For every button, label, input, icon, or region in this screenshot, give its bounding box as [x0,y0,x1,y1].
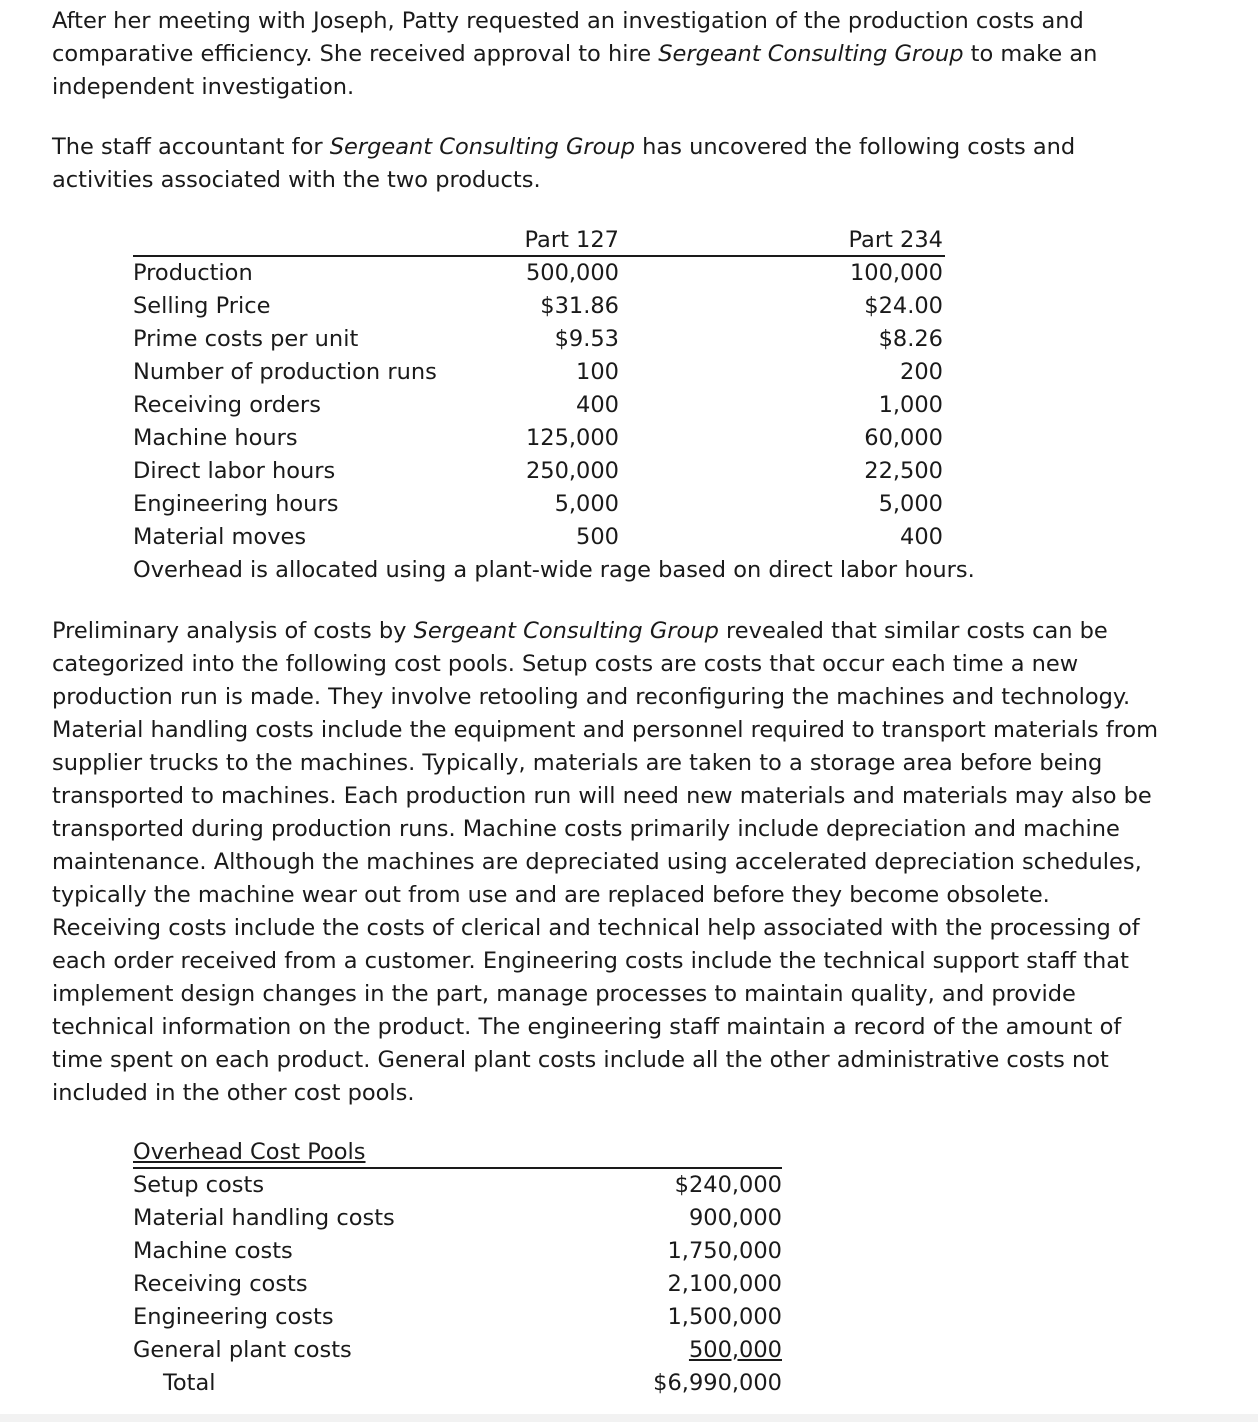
row-label: Engineering hours [133,491,339,517]
table-note-row [133,554,975,587]
intro-line-3: independent investigation. [52,74,355,100]
part-127-value: 5,000 [554,491,619,517]
table-row [133,257,945,290]
row-label: Production [133,260,253,286]
part-127-value: $9.53 [554,326,619,352]
company-name: Sergeant Consulting Group [658,41,964,67]
total-value: $6,990,000 [653,1370,782,1396]
pool-row [133,1235,782,1268]
total-label: Total [163,1370,216,1396]
part-234-value: 22,500 [864,458,943,484]
part-127-value: 500 [576,524,619,550]
pool-row [133,1169,782,1202]
overhead-allocation-note: Overhead is allocated using a plant-wide rage based on direct labor hours. [133,557,975,583]
pools-header-label: Overhead Cost Pools [133,1139,366,1165]
table-row [133,356,945,389]
intro-line-1: After her meeting with Joseph, Patty requested an investigation of the production costs and [52,8,1084,34]
table-row [133,323,945,356]
analysis-line: Material handling costs include the equipment and personnel required to transport materials from [52,717,1159,743]
analysis-line: typically the machine wear out from use and are replaced before they become obsolete. [52,882,1050,908]
row-label: Receiving orders [133,392,321,418]
pool-value: 900,000 [688,1205,782,1231]
pool-row [133,1334,782,1367]
pool-value: 1,750,000 [667,1238,782,1264]
part-234-value: 200 [900,359,943,385]
analysis-line: maintenance. Although the machines are depreciated using accelerated depreciation schedules, [52,849,1142,875]
analysis-line: production run is made. They involve retooling and reconfiguring the machines and technology. [52,684,1131,710]
part-234-value: 100,000 [849,260,943,286]
pool-label: Machine costs [133,1238,293,1264]
part-127-value: $31.86 [540,293,619,319]
staff-accountant-paragraph [52,131,1152,197]
analysis-line: time spent on each product. General plant costs include all the other administrative costs not [52,1047,1109,1073]
part-127-value: 500,000 [525,260,619,286]
pool-label: Receiving costs [133,1271,308,1297]
pool-label: General plant costs [133,1337,352,1363]
analysis-line: Receiving costs include the costs of clerical and technical help associated with the processing of [52,915,1140,941]
analysis-line: transported to machines. Each production run will need new materials and materials may also be [52,783,1152,809]
part-127-value: 400 [576,392,619,418]
page-bottom-edge [0,1414,1258,1422]
company-name: Sergeant Consulting Group [329,134,635,160]
part-234-value: 5,000 [878,491,943,517]
pool-label: Engineering costs [133,1304,334,1330]
pool-value: $240,000 [674,1172,782,1198]
product-data-table [133,224,975,587]
row-label: Machine hours [133,425,298,451]
analysis-line: included in the other cost pools. [52,1080,415,1106]
intro-paragraph [52,5,1152,104]
row-label: Prime costs per unit [133,326,359,352]
analysis-line: supplier trucks to the machines. Typically, materials are taken to a storage area before being [52,750,1103,776]
analysis-line: categorized into the following cost pools. Setup costs are costs that occur each time a new [52,651,1079,677]
part-234-value: $24.00 [864,293,943,319]
intro-line-2: comparative efficiency. She received approval to hire Sergeant Consulting Group to make an [52,41,1098,67]
part-234-value: 1,000 [878,392,943,418]
pool-label: Setup costs [133,1172,265,1198]
pool-label: Material handling costs [133,1205,395,1231]
overhead-cost-pools-table [133,1136,782,1400]
pool-value: 1,500,000 [667,1304,782,1330]
row-label: Direct labor hours [133,458,336,484]
analysis-paragraph [52,615,1159,1110]
pool-value: 500,000 [688,1337,782,1363]
column-header-part-127: Part 127 [524,227,619,253]
table-row [133,290,945,323]
staff-line-2: activities associated with the two products. [52,167,541,193]
pool-row [133,1301,782,1334]
table-row [133,521,945,554]
row-label: Material moves [133,524,307,550]
analysis-line: transported during production runs. Machine costs primarily include depreciation and machine [52,816,1120,842]
table-row [133,488,945,521]
pool-total-row [133,1367,782,1400]
row-label: Number of production runs [133,359,437,385]
analysis-line: implement design changes in the part, manage processes to maintain quality, and provide [52,981,1076,1007]
company-name: Sergeant Consulting Group [413,618,719,644]
part-127-value: 250,000 [525,458,619,484]
staff-line-1: The staff accountant for Sergeant Consulting Group has uncovered the following costs and [52,134,1076,160]
part-127-value: 125,000 [525,425,619,451]
table-header [133,224,945,257]
table-row [133,455,945,488]
pool-row [133,1202,782,1235]
part-127-value: 100 [576,359,619,385]
analysis-line: each order received from a customer. Engineering costs include the technical support staff that [52,948,1129,974]
part-234-value: 60,000 [864,425,943,451]
column-header-part-234: Part 234 [848,227,943,253]
part-234-value: 400 [900,524,943,550]
part-234-value: $8.26 [878,326,943,352]
analysis-line: technical information on the product. The engineering staff maintain a record of the amount of [52,1014,1122,1040]
analysis-line: Preliminary analysis of costs by Sergeant Consulting Group revealed that similar costs can be [52,618,1108,644]
row-label: Selling Price [133,293,271,319]
table-row [133,422,945,455]
pools-header [133,1136,782,1169]
table-row [133,389,945,422]
pool-value: 2,100,000 [667,1271,782,1297]
pool-row [133,1268,782,1301]
